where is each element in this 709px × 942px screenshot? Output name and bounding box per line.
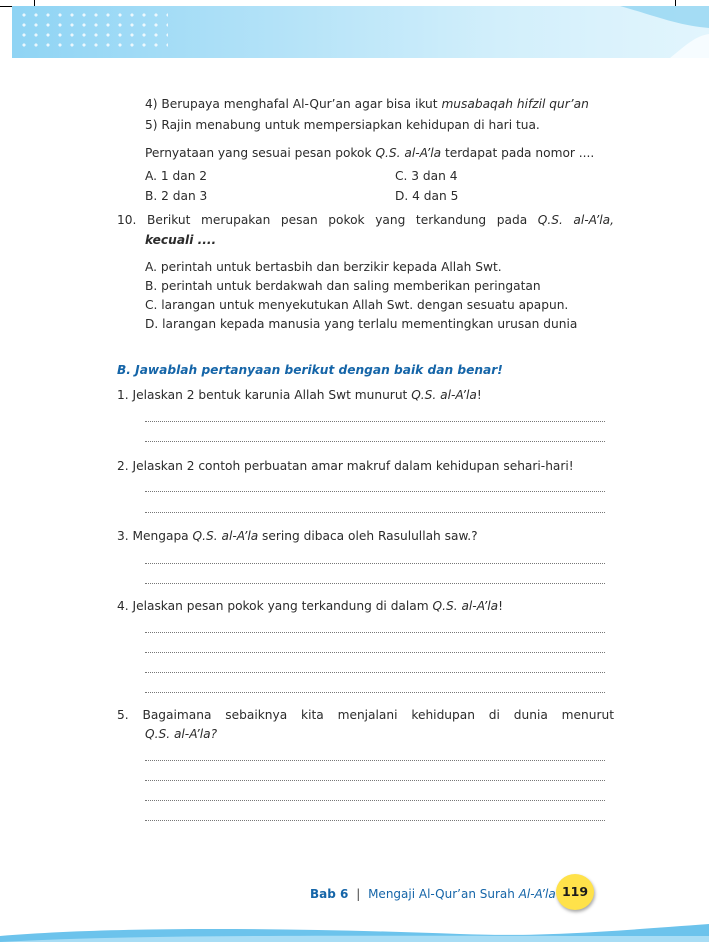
answer-line[interactable] xyxy=(145,441,605,442)
header-dot-pattern xyxy=(18,10,168,50)
answer-line[interactable] xyxy=(145,491,605,492)
question-9-stem: Pernyataan yang sesuai pesan pokok Q.S. al-A’la terdapat pada nomor .... xyxy=(145,146,595,160)
q10-option-c: C. larangan untuk menyekutukan Allah Swt. dengan sesuatu apapun. xyxy=(145,298,569,312)
question-10-stem: 10. Berikut merupakan pesan pokok yang terkandung pada Q.S. al-A’la, xyxy=(117,213,614,227)
answer-line[interactable] xyxy=(145,563,605,564)
essay-question-3: 3. Mengapa Q.S. al-A’la sering dibaca oleh Rasulullah saw.? xyxy=(117,529,478,543)
section-b-title: B. Jawablah pertanyaan berikut dengan baik dan benar! xyxy=(117,363,503,377)
q10-option-a: A. perintah untuk bertasbih dan berzikir kepada Allah Swt. xyxy=(145,260,502,274)
page-number: 119 xyxy=(556,874,594,910)
answer-line[interactable] xyxy=(145,672,605,673)
answer-line[interactable] xyxy=(145,800,605,801)
answer-line[interactable] xyxy=(145,583,605,584)
answer-line[interactable] xyxy=(145,780,605,781)
footer-wave-decoration xyxy=(0,922,709,942)
essay-question-5: 5. Bagaimana sebaiknya kita menjalani kehidupan di dunia menurut xyxy=(117,708,614,722)
answer-line[interactable] xyxy=(145,692,605,693)
list-item-5: 5) Rajin menabung untuk mempersiapkan kehidupan di hari tua. xyxy=(145,118,540,132)
essay-question-2: 2. Jelaskan 2 contoh perbuatan amar makruf dalam kehidupan sehari-hari! xyxy=(117,459,574,473)
answer-line[interactable] xyxy=(145,652,605,653)
list-item-4: 4) Berupaya menghafal Al-Qur’an agar bisa ikut musabaqah hifzil qur’an xyxy=(145,97,589,111)
essay-question-5-line2: Q.S. al-A’la? xyxy=(145,727,218,741)
essay-question-4: 4. Jelaskan pesan pokok yang terkandung di dalam Q.S. al-A’la! xyxy=(117,599,504,613)
answer-line[interactable] xyxy=(145,820,605,821)
answer-line[interactable] xyxy=(145,632,605,633)
essay-question-1: 1. Jelaskan 2 bentuk karunia Allah Swt munurut Q.S. al-A’la! xyxy=(117,388,482,402)
q10-option-b: B. perintah untuk berdakwah dan saling memberikan peringatan xyxy=(145,279,541,293)
answer-line[interactable] xyxy=(145,512,605,513)
footer-chapter: Bab 6 | Mengaji Al-Qur’an Surah Al-A’la xyxy=(310,887,556,901)
answer-line[interactable] xyxy=(145,760,605,761)
answer-line[interactable] xyxy=(145,421,605,422)
option-d: D. 4 dan 5 xyxy=(395,189,459,203)
question-10-kecuali: kecuali .... xyxy=(145,233,217,247)
option-a: A. 1 dan 2 xyxy=(145,169,208,183)
q10-option-d: D. larangan kepada manusia yang terlalu mementingkan urusan dunia xyxy=(145,317,578,331)
header-wave-shape xyxy=(560,6,709,58)
option-c: C. 3 dan 4 xyxy=(395,169,458,183)
option-b: B. 2 dan 3 xyxy=(145,189,208,203)
